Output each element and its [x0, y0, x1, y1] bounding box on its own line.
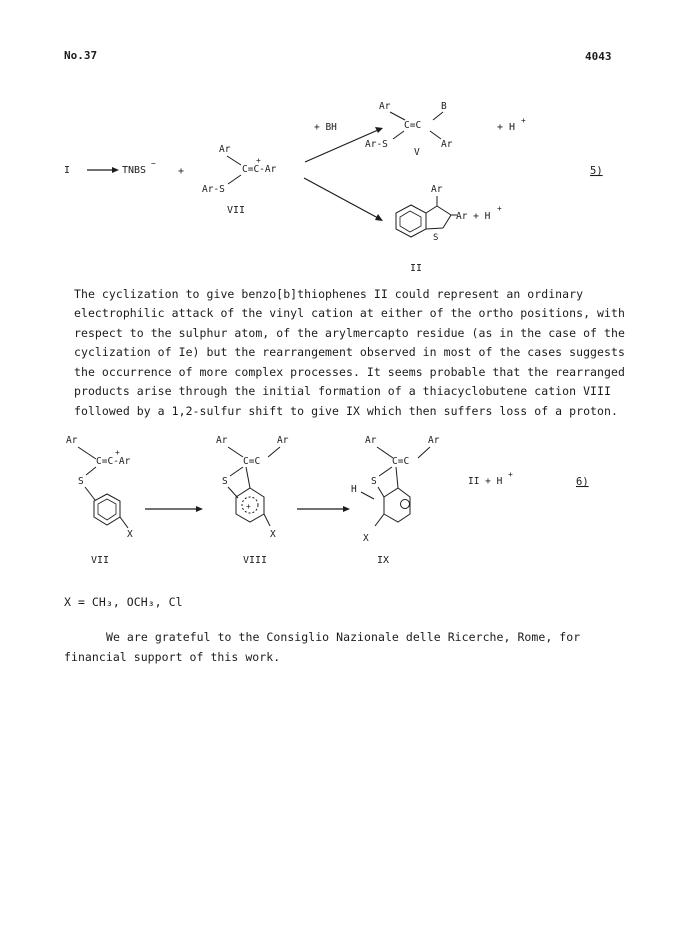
vii-s: S — [78, 476, 84, 487]
ix-ar1: Ar — [365, 435, 377, 446]
ix-ar2: Ar — [428, 435, 440, 446]
bond — [418, 447, 430, 458]
viii-cc: C=C — [243, 456, 261, 467]
bh-reagent: + BH — [314, 122, 337, 133]
vii-label: VII — [91, 555, 110, 566]
bond — [228, 447, 243, 457]
paragraph-line: cyclization of Ie) but the rearrangement observed in most of the cases suggests — [74, 345, 625, 359]
vii-benzene-ring — [85, 487, 128, 528]
ix-x: X — [363, 533, 369, 544]
ix-h: H — [351, 484, 357, 495]
vii-ar: Ar — [66, 435, 78, 446]
bond — [86, 467, 96, 475]
ii-ar-plus-h: Ar + H — [456, 211, 491, 222]
page-number: 4043 — [585, 50, 612, 63]
tnbs-anion: TNBS — [122, 165, 147, 176]
bond — [78, 447, 96, 459]
equation-number-5: 5) — [590, 165, 603, 177]
ix-label: IX — [377, 555, 390, 566]
paragraph-line: electrophilic attack of the vinyl cation at either of the ortho positions, with — [74, 306, 625, 320]
vii-cc: C=C-Ar — [96, 456, 131, 467]
vii-cc-line: C=C-Ar — [242, 164, 277, 175]
v-cc: C=C — [404, 120, 422, 131]
ix-s: S — [371, 476, 377, 487]
viii-ring — [228, 467, 270, 526]
arrow-head — [196, 506, 203, 512]
h-plus-upper: + H — [497, 122, 516, 133]
arrow-head — [343, 506, 350, 512]
viii-x: X — [270, 529, 276, 540]
final-product: II + H — [468, 476, 503, 487]
cation-charge: + — [256, 156, 261, 165]
reactant-label: I — [64, 165, 71, 176]
equation-number-6: 6) — [576, 476, 589, 488]
paragraph-line: The cyclization to give benzo[b]thiophenes II could represent an ordinary — [74, 287, 584, 301]
v-ar-s: Ar-S — [365, 139, 388, 150]
anion-charge: − — [151, 159, 156, 168]
viii-ar2: Ar — [277, 435, 289, 446]
paragraph-line: followed by a 1,2-sulfur shift to give IX which then suffers loss of a proton. — [74, 404, 618, 418]
viii-s: S — [222, 476, 228, 487]
h-plus-sup: + — [521, 116, 526, 125]
final-product-sup: + — [508, 470, 513, 479]
ix-ring — [361, 467, 410, 526]
h-plus-sup: + — [497, 204, 502, 213]
bond — [377, 447, 393, 458]
ii-sulfur: S — [433, 233, 439, 243]
v-label: V — [414, 147, 420, 158]
bond — [268, 447, 280, 457]
viii-label: VIII — [243, 555, 268, 566]
paragraph-line: respect to the sulphur atom, of the arylmercapto residue (as in the case of the — [74, 326, 625, 340]
journal-issue: No.37 — [64, 49, 98, 62]
v-b: B — [441, 101, 447, 112]
viii-ar1: Ar — [216, 435, 228, 446]
plus-sign: + — [178, 166, 185, 177]
vii-ar-s: Ar-S — [202, 184, 225, 195]
ix-cc: C=C — [392, 456, 410, 467]
ix-cation-circle — [401, 500, 410, 509]
vii-charge: + — [115, 448, 120, 457]
vii-label: VII — [227, 205, 246, 216]
substituent-definition: X = CH₃, OCH₃, Cl — [64, 595, 183, 609]
ii-ar-top: Ar — [431, 184, 443, 195]
v-ar-right: Ar — [441, 139, 453, 150]
paragraph-line: products arise through the initial formation of a thiacyclobutene cation VIII — [74, 384, 611, 398]
ii-label: II — [410, 263, 423, 274]
vii-x: X — [127, 529, 133, 540]
acknowledgement-line: financial support of this work. — [64, 650, 281, 664]
paragraph-line: the occurrence of more complex processes. It seems probable that the rearranged — [74, 365, 625, 379]
vii-ar-top: Ar — [219, 144, 231, 155]
acknowledgement-line: We are grateful to the Consiglio Nazionale delle Ricerche, Rome, for — [106, 630, 581, 644]
v-ar-top: Ar — [379, 101, 391, 112]
viii-cation-circle: + — [246, 502, 251, 511]
